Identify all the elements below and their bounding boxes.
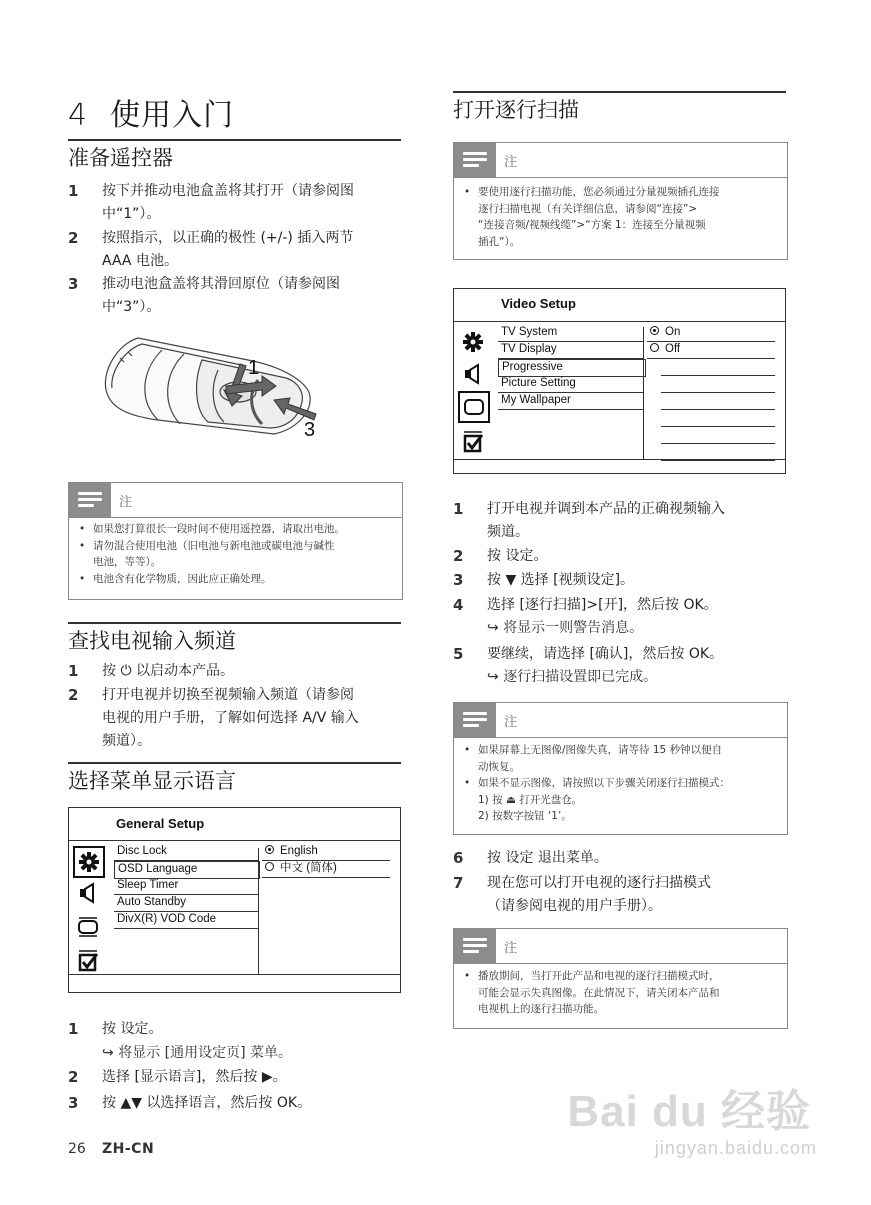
step-line: AAA 电池。 <box>102 253 178 269</box>
note-item <box>77 521 394 538</box>
note-box-distortion <box>453 928 788 1029</box>
step-line: 按 设定 退出菜单。 <box>487 850 608 866</box>
menu-item[interactable]: DivX(R) VOD Code <box>114 912 258 929</box>
step-line: 按下并推动电池盒盖将其打开（请参阅图 <box>102 183 354 199</box>
section-title-language: 选择菜单显示语言 <box>68 769 236 793</box>
section-title-tv-channel: 查找电视输入频道 <box>68 629 236 653</box>
menu-option[interactable] <box>262 861 390 878</box>
step-result <box>487 617 643 640</box>
menu-option[interactable] <box>262 844 390 861</box>
note-line: • 如果屏幕上无图像/图像失真，请等待 15 秒钟以便自 <box>478 744 723 756</box>
step-text <box>487 498 725 544</box>
chapter-number: 4 <box>68 98 89 133</box>
step-number: 4 <box>453 596 464 614</box>
menu-item[interactable]: Picture Setting <box>498 376 644 393</box>
note-item <box>77 538 394 571</box>
menu-item[interactable]: TV Display <box>498 342 644 359</box>
menu-blank-row <box>661 427 775 444</box>
menu-item[interactable]: Disc Lock <box>114 844 258 861</box>
video-setup-menu <box>453 288 786 474</box>
step-number: 3 <box>68 275 79 293</box>
note-line: • 如果不显示图像，请按照以下步骤关闭逐行扫描模式： <box>478 777 730 789</box>
checkbox-icon[interactable] <box>73 946 103 976</box>
step-text: 选择 [显示语言]，然后按 ▶。 <box>102 1069 287 1085</box>
step-line: 要继续，请选择 [确认]，然后按 OK。 <box>487 646 724 662</box>
remote-battery-illustration <box>98 330 330 442</box>
step-number: 1 <box>68 1020 79 1038</box>
general-setup-menu <box>68 807 401 993</box>
option-label: Off <box>665 343 681 355</box>
step-text <box>487 594 718 617</box>
section-rule <box>68 622 401 624</box>
radio-icon[interactable] <box>265 845 274 854</box>
step-line: 按照指示，以正确的极性 (+/-) 插入两节 <box>102 230 354 246</box>
step-line: （请参阅电视的用户手册）。 <box>487 898 662 914</box>
step-text: 按 设定。 <box>102 1021 163 1037</box>
step-line: 打开电视并调到本产品的正确视频输入 <box>487 501 725 517</box>
checkbox-icon[interactable] <box>458 427 488 457</box>
note-item <box>462 184 779 250</box>
step-result <box>102 1042 292 1065</box>
chapter-heading <box>68 90 234 134</box>
menu-item[interactable]: Auto Standby <box>114 895 258 912</box>
speaker-icon[interactable] <box>458 359 488 389</box>
result-text: 将显示一则警告消息。 <box>503 620 644 636</box>
step-line: 中“1”）。 <box>102 206 161 222</box>
step-number: 3 <box>68 1094 79 1112</box>
menu-item[interactable]: TV System <box>498 325 644 342</box>
radio-icon[interactable] <box>650 343 659 352</box>
result-text: 逐行扫描设置即已完成。 <box>503 669 658 685</box>
step-number: 2 <box>68 229 79 247</box>
speaker-icon[interactable] <box>73 878 103 908</box>
result-text: 将显示 [通用设定页] 菜单。 <box>118 1045 293 1061</box>
chapter-title: 使用入门 <box>110 98 235 133</box>
note-title: 注 <box>504 941 518 956</box>
menu-item[interactable]: My Wallpaper <box>498 393 644 410</box>
figure-label-1: 1 <box>248 357 260 379</box>
gear-icon[interactable] <box>73 846 105 878</box>
note-line: • 电池含有化学物质，因此应正确处理。 <box>93 572 272 585</box>
note-list <box>462 968 779 1018</box>
step-number: 1 <box>68 182 79 200</box>
step-line: 按 设定。 <box>487 548 548 564</box>
step-text <box>102 273 340 319</box>
step-line: 推动电池盒盖将其滑回原位（请参阅图 <box>102 276 340 292</box>
note-line: “连接音频/视频线缆”>“方案 1：连接至分量视频 <box>478 219 706 231</box>
result-arrow-icon: ↪ <box>102 1045 119 1061</box>
screen-icon[interactable] <box>458 391 490 423</box>
step-line: 频道。 <box>487 524 529 540</box>
step-line: 电视的用户手册，了解如何选择 A/V 输入 <box>102 710 359 726</box>
step-text <box>487 872 711 918</box>
note-item <box>462 775 779 825</box>
step-text <box>102 660 234 683</box>
note-line: 2) 按数字按钮 ‘1’。 <box>478 810 572 822</box>
step-number: 2 <box>68 686 79 704</box>
menu-title: General Setup <box>116 816 205 831</box>
note-line: 插孔”）。 <box>478 235 521 248</box>
menu-blank-row <box>661 359 775 376</box>
note-icon <box>454 703 496 737</box>
step-number: 7 <box>453 874 464 892</box>
note-item <box>462 968 779 1018</box>
step-text: 按 ▲▼ 以选择语言，然后按 OK。 <box>102 1095 312 1111</box>
radio-icon[interactable] <box>650 326 659 335</box>
note-icon <box>454 143 496 177</box>
page-number: 26 <box>68 1141 86 1157</box>
note-line: • 如果您打算很长一段时间不使用遥控器，请取出电池。 <box>93 523 345 535</box>
note-list <box>462 742 779 825</box>
step-text <box>487 847 608 870</box>
radio-icon[interactable] <box>265 862 274 871</box>
note-line: • 播放期间，当打开此产品和电视的逐行扫描模式时， <box>478 970 720 982</box>
note-box-progressive <box>453 142 788 260</box>
note-line: 电视机上的逐行扫描功能。 <box>478 1003 604 1015</box>
step-number: 1 <box>68 662 79 680</box>
result-arrow-icon: ↪ <box>487 620 504 636</box>
step-text <box>102 684 359 753</box>
note-list <box>77 521 394 587</box>
note-line: 可能会显示失真图像。在此情况下，请关闭本产品和 <box>478 986 720 999</box>
step-text <box>487 643 723 666</box>
menu-blank-row <box>661 393 775 410</box>
note-line: • 要使用逐行扫描功能，您必须通过分量视频插孔连接 <box>478 186 720 198</box>
note-line: 电池，等等）。 <box>93 556 162 568</box>
step-number: 1 <box>453 500 464 518</box>
option-label: On <box>665 326 681 338</box>
menu-item[interactable]: OSD Language <box>114 861 260 879</box>
note-icon <box>454 929 496 963</box>
note-title: 注 <box>504 715 518 730</box>
option-label: English <box>280 845 318 857</box>
step-text <box>102 227 353 273</box>
menu-title: Video Setup <box>501 296 576 311</box>
note-list <box>462 184 779 250</box>
step-number: 2 <box>68 1068 79 1086</box>
menu-blank-row <box>661 410 775 427</box>
section-rule <box>68 139 401 141</box>
note-line: 动恢复。 <box>478 760 520 773</box>
step-text <box>102 180 354 226</box>
language-code: ZH-CN <box>102 1141 155 1157</box>
note-item <box>462 742 779 775</box>
menu-option[interactable] <box>647 325 775 342</box>
step-text <box>487 545 547 568</box>
note-title: 注 <box>504 155 518 170</box>
step-text <box>487 569 634 592</box>
section-title-remote: 准备遥控器 <box>68 146 173 170</box>
step-line: 现在您可以打开电视的逐行扫描模式 <box>487 875 711 891</box>
menu-item[interactable]: Progressive <box>498 359 646 377</box>
step-number: 2 <box>453 547 464 565</box>
section-rule <box>453 91 786 93</box>
step-number: 6 <box>453 849 464 867</box>
option-label: 中文 (简体) <box>280 862 337 874</box>
step-result <box>487 666 657 689</box>
result-arrow-icon: ↪ <box>487 669 504 685</box>
step-number: 5 <box>453 645 464 663</box>
note-line: 1) 按 ⏏ 打开光盘仓。 <box>478 793 583 806</box>
note-line: 逐行扫描电视（有关详细信息，请参阅“连接”> <box>478 202 698 215</box>
note-title: 注 <box>119 495 133 510</box>
menu-option[interactable] <box>647 342 775 359</box>
note-line: • 请勿混合使用电池（旧电池与新电池或碳电池与碱性 <box>93 539 335 552</box>
figure-label-3: 3 <box>304 419 316 441</box>
note-icon <box>69 483 111 517</box>
note-item <box>77 571 394 588</box>
step-line: 按 ⏻ 以启动本产品。 <box>102 663 234 679</box>
step-line: 中“3”）。 <box>102 299 161 315</box>
note-box-no-picture <box>453 702 788 835</box>
note-box-remote <box>68 482 403 600</box>
screen-icon[interactable] <box>73 912 103 942</box>
menu-item[interactable]: Sleep Timer <box>114 878 258 895</box>
watermark-logo: Bai du 经验 <box>567 1087 811 1136</box>
section-rule <box>68 762 401 764</box>
step-line: 频道）。 <box>102 733 151 749</box>
menu-blank-row <box>661 444 775 461</box>
step-number: 3 <box>453 571 464 589</box>
gear-icon[interactable] <box>458 327 488 357</box>
watermark-url: jingyan.baidu.com <box>654 1138 817 1158</box>
step-line: 按 ▼ 选择 [视频设定]。 <box>487 572 635 588</box>
step-line: 打开电视并切换至视频输入频道（请参阅 <box>102 687 354 703</box>
menu-blank-row <box>661 376 775 393</box>
step-line: 选择 [逐行扫描]>[开]，然后按 OK。 <box>487 597 718 613</box>
section-title-progressive: 打开逐行扫描 <box>453 98 579 122</box>
